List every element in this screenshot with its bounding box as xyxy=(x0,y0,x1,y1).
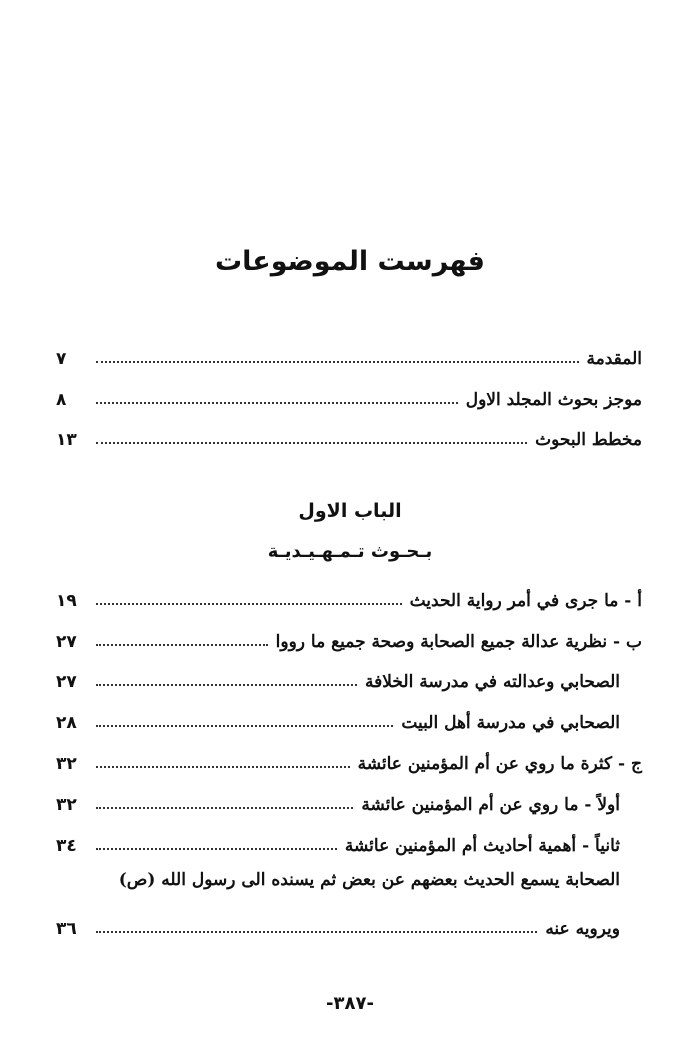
toc-leader-dots xyxy=(96,848,337,850)
toc-page-number: ٢٧ xyxy=(56,631,77,652)
toc-leader-dots xyxy=(96,807,353,809)
toc-page-number: ٧ xyxy=(56,348,67,369)
toc-page-number: ١٣ xyxy=(56,429,77,450)
toc-entry-label: موجز بحوث المجلد الاول xyxy=(465,389,642,410)
toc-entry-label: أ - ما جرى في أمر رواية الحديث xyxy=(409,590,642,611)
toc-page-number: ٣٢ xyxy=(56,753,77,774)
toc-entry-label: ويرويه عنه xyxy=(545,918,620,939)
toc-entry xyxy=(56,577,642,611)
toc-entry-label: ثانياً - أهمية أحاديث أم المؤمنين عائشة xyxy=(344,835,620,856)
toc-entry-label: الصحابي وعدالته في مدرسة الخلافة xyxy=(365,671,620,692)
toc-entry xyxy=(56,618,642,652)
toc-page-number: ٣٤ xyxy=(56,835,77,856)
toc-page-number: ٢٧ xyxy=(56,671,77,692)
toc-leader-dots xyxy=(96,442,527,444)
toc-leader-dots xyxy=(96,931,537,933)
toc-entry xyxy=(56,822,620,856)
toc-entry xyxy=(56,905,620,939)
toc-leader-dots xyxy=(96,766,350,768)
toc-page-number: ١٩ xyxy=(56,590,77,611)
toc-page-number: ٨ xyxy=(56,389,67,410)
toc-entry xyxy=(56,740,642,774)
toc-entry xyxy=(56,781,620,815)
toc-leader-dots xyxy=(96,684,357,686)
toc-page-number: ٢٨ xyxy=(56,712,77,733)
toc-entry-label: الصحابي في مدرسة أهل البيت xyxy=(401,712,620,733)
toc-entry-label: المقدمة xyxy=(586,348,642,369)
toc-leader-dots xyxy=(96,361,579,363)
toc-entry-introduction xyxy=(56,335,642,369)
toc-entry-summary xyxy=(56,376,642,410)
toc-entry xyxy=(56,658,620,692)
toc-entry xyxy=(56,699,620,733)
toc-page-number: ٣٦ xyxy=(56,918,77,939)
toc-entry-label: مخطط البحوث xyxy=(535,429,642,450)
part-subtitle: بـحـوث تـمـهـيـديـة xyxy=(267,541,433,562)
toc-leader-dots xyxy=(96,644,268,646)
toc-entry-label: ج - كثرة ما روي عن أم المؤمنين عائشة xyxy=(357,753,642,774)
toc-entry-label: ب - نظرية عدالة جميع الصحابة وصحة جميع ما رووا xyxy=(275,631,642,652)
toc-leader-dots xyxy=(96,725,393,727)
toc-leader-dots xyxy=(96,402,458,404)
toc-entry-outline xyxy=(56,416,642,450)
toc-entry-label: أولاً - ما روي عن أم المؤمنين عائشة xyxy=(361,794,620,815)
toc-page-number: ٣٢ xyxy=(56,794,77,815)
toc-leader-dots xyxy=(96,603,402,605)
page-title: فهرست الموضوعات xyxy=(215,246,485,277)
part-title: الباب الاول xyxy=(298,500,402,522)
toc-entry-continuation: الصحابة يسمع الحديث بعضهم عن بعض ثم يسنده الى رسول الله (ص) xyxy=(118,870,620,890)
page-number-footer: -٣٨٧- xyxy=(326,993,374,1014)
